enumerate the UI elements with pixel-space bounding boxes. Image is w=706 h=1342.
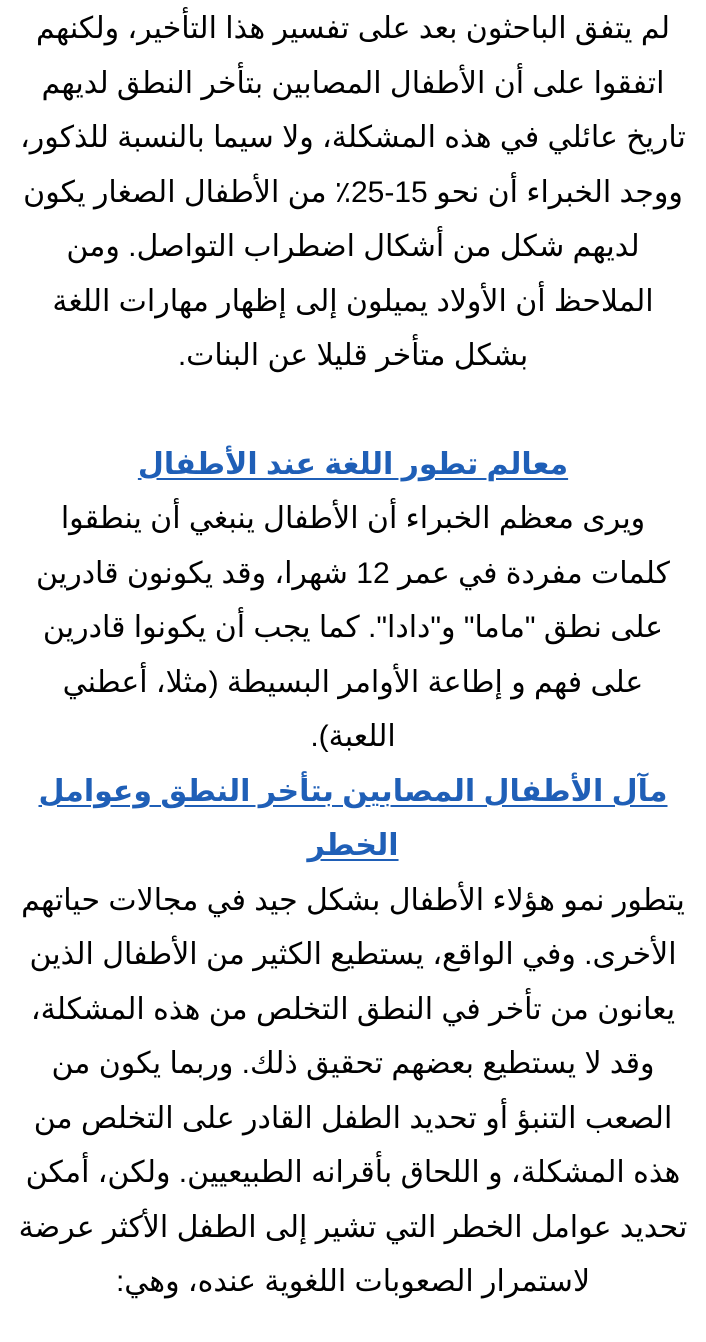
prognosis-paragraph: يتطور نمو هؤلاء الأطفال بشكل جيد في مجالات حياتهم الأخرى. وفي الواقع، يستطيع الكثير من الأطفال الذين يعانون من تأخر في النطق التخلص من هذه المشكلة، وقد لا يستطيع بعضهم تحقيق ذلك. وربما يكون من الصعب التنبؤ أو تحديد الطفل القادر على التخلص من هذه المشكلة، و اللحاق بأقرانه الطبيعيين. ولكن، أمكن تحديد عوامل الخطر التي تشير إلى الطفل الأكثر عرضة لاستمرار الصعوبات اللغوية عنده، وهي: [18,883,688,1298]
section-heading-prognosis-risk-factors[interactable]: مآل الأطفال المصابين بتأخر النطق وعوامل الخطر [38,774,668,862]
language-milestones-paragraph: ويرى معظم الخبراء أن الأطفال ينبغي أن ينطقوا كلمات مفردة في عمر 12 شهرا، وقد يكونون قادرين على نطق "ماما" و"دادا". كما يجب أن يكونوا قادرين على فهم و إطاعة الأوامر البسيطة (مثلا، أعطني اللعبة). [36,502,670,753]
paragraph-spacer [18,384,688,438]
section-heading-language-milestones[interactable]: معالم تطور اللغة عند الأطفال [137,447,569,481]
intro-paragraph: لم يتفق الباحثون بعد على تفسير هذا التأخير، ولكنهم اتفقوا على أن الأطفال المصابين بتأخر النطق لديهم تاريخ عائلي في هذه المشكلة، ولا سيما بالنسبة للذكور، ووجد الخبراء أن نحو 15-25٪ من الأطفال الصغار يكون لديهم شكل من أشكال اضطراب التواصل. ومن الملاحظ أن الأولاد يميلون إلى إظهار مهارات اللغة بشكل متأخر قليلا عن البنات. [20,12,686,372]
